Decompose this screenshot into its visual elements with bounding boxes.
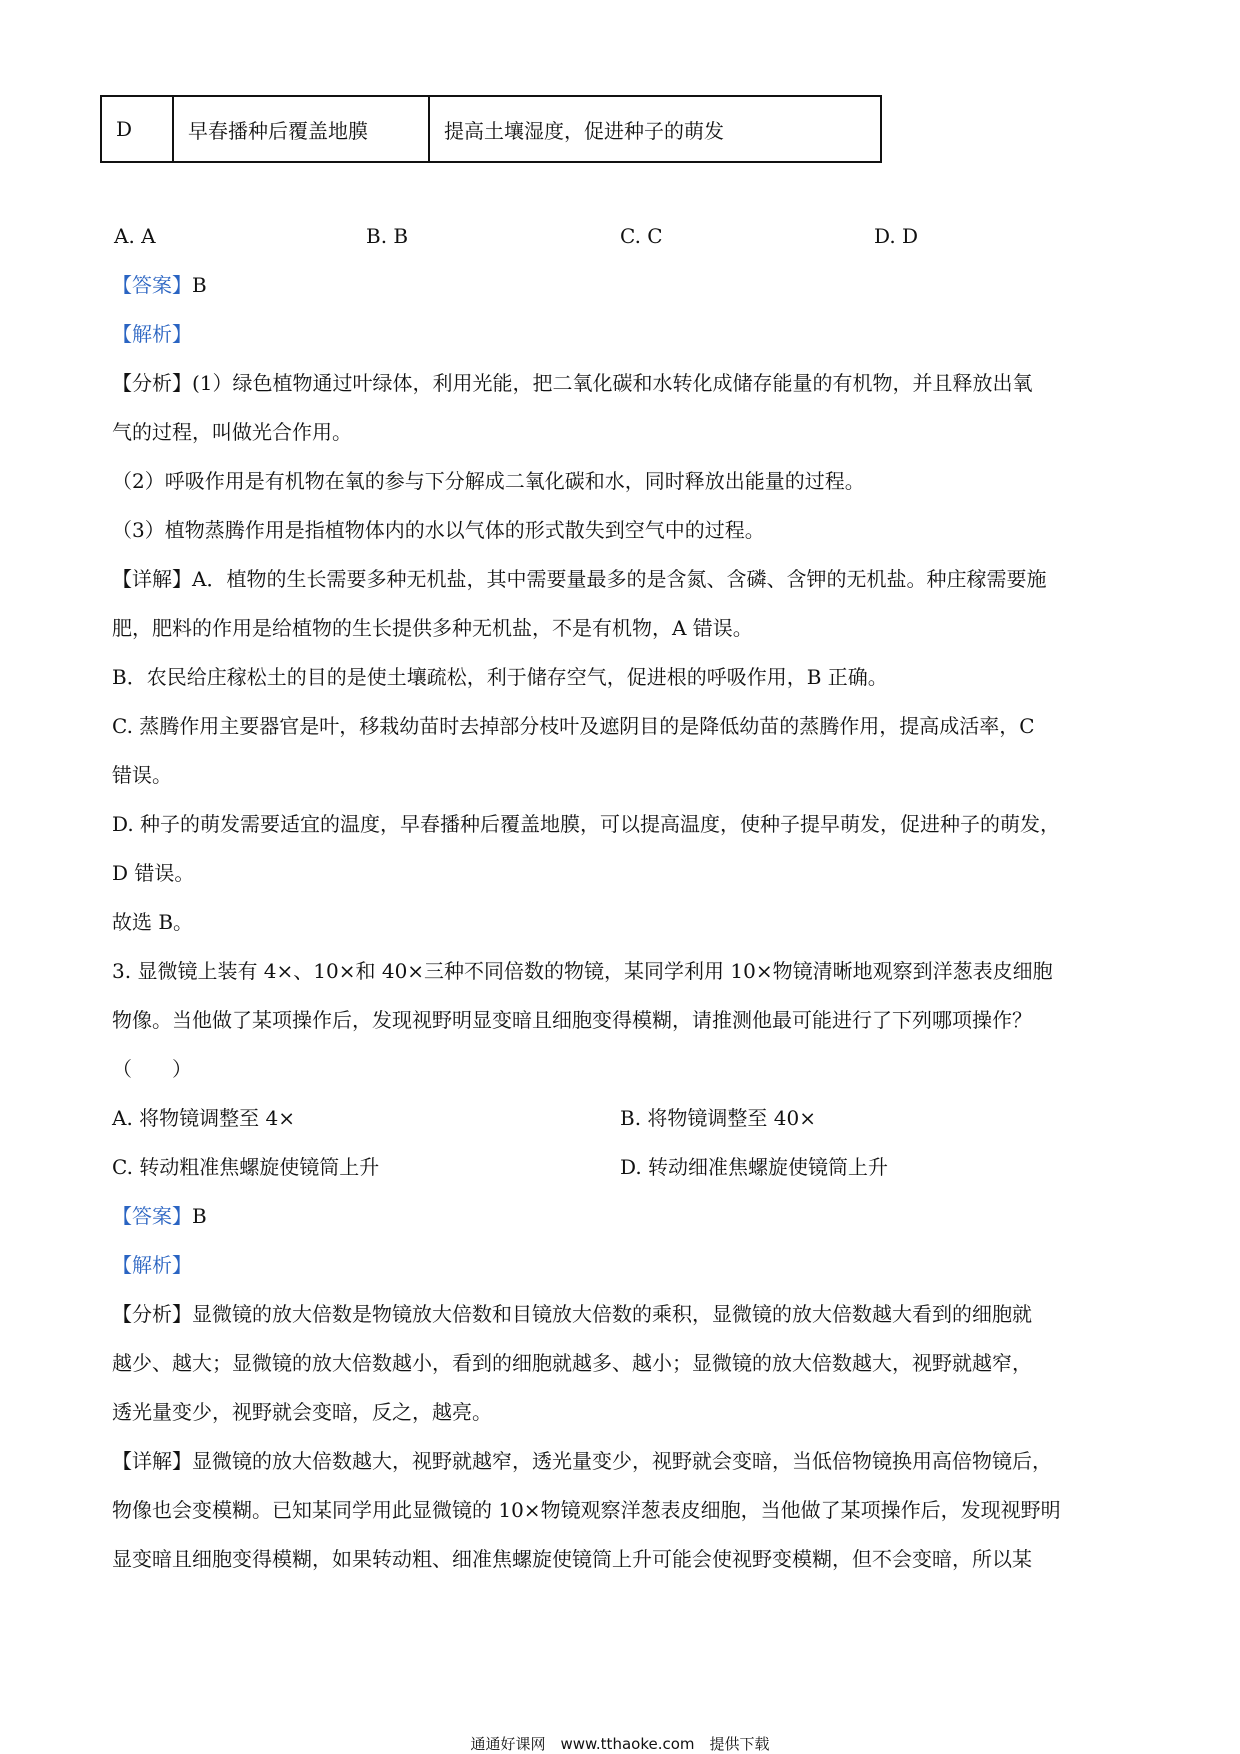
q2-answer (112, 272, 207, 298)
q2-line: 【分析】(1）绿色植物通过叶绿体，利用光能，把二氧化碳和水转化成储存能量的有机物，并且释放出氧 (112, 371, 1033, 395)
q2-line: 故选 B。 (112, 910, 194, 934)
answer-tag: 【答案】 (112, 1204, 192, 1228)
q2-line: D 错误。 (112, 861, 195, 885)
q3-option-c: C. 转动粗准焦螺旋使镜筒上升 (112, 1155, 380, 1179)
q3-line: 越少、越大；显微镜的放大倍数越小，看到的细胞就越多、越小；显微镜的放大倍数越大，视野就越窄， (112, 1351, 1032, 1375)
q3-line: 【分析】显微镜的放大倍数是物镜放大倍数和目镜放大倍数的乘积，显微镜的放大倍数越大看到的细胞就 (112, 1302, 1032, 1326)
q2-option-d: D. D (874, 224, 919, 248)
q3-line: 显变暗且细胞变得模糊，如果转动粗、细准焦螺旋使镜筒上升可能会使视野变模糊，但不会变暗，所以某 (112, 1547, 1032, 1571)
q3-option-d: D. 转动细准焦螺旋使镜筒上升 (620, 1155, 889, 1179)
answer-tag: 【答案】 (112, 273, 192, 297)
option-table (100, 95, 882, 163)
answer-value: B (192, 273, 207, 297)
q2-line: 【详解】A．植物的生长需要多种无机盐，其中需要量最多的是含氮、含磷、含钾的无机盐。种庄稼需要施 (112, 567, 1047, 591)
row-letter: D (101, 96, 173, 162)
q2-line: C. 蒸腾作用主要器官是叶，移栽幼苗时去掉部分枝叶及遮阴目的是降低幼苗的蒸腾作用，提高成活率，C (112, 714, 1035, 738)
row-purpose: 提高土壤湿度，促进种子的萌发 (429, 96, 881, 162)
answer-value: B (192, 1204, 207, 1228)
q3-stem-line: 物像。当他做了某项操作后，发现视野明显变暗且细胞变得模糊，请推测他最可能进行了下列哪项操作？ (112, 1008, 1032, 1032)
q2-line: （2）呼吸作用是有机物在氧的参与下分解成二氧化碳和水，同时释放出能量的过程。 (112, 469, 865, 493)
q2-line: （3）植物蒸腾作用是指植物体内的水以气体的形式散失到空气中的过程。 (112, 518, 765, 542)
q2-line: D. 种子的萌发需要适宜的温度，早春播种后覆盖地膜，可以提高温度，使种子提早萌发，促进种子的萌发， (112, 812, 1061, 836)
q3-line: 【详解】显微镜的放大倍数越大，视野就越窄，透光量变少，视野就会变暗，当低倍物镜换用高倍物镜后， (112, 1449, 1052, 1473)
q3-option-a: A. 将物镜调整至 4× (112, 1106, 295, 1130)
q2-option-c: C. C (620, 224, 663, 248)
q2-line: B．农民给庄稼松土的目的是使土壤疏松，利于储存空气，促进根的呼吸作用，B 正确。 (112, 665, 888, 689)
q2-line: 肥，肥料的作用是给植物的生长提供多种无机盐，不是有机物，A 错误。 (112, 616, 753, 640)
q2-line: 错误。 (112, 763, 172, 787)
q3-analysis-tag: 【解析】 (112, 1253, 192, 1277)
q3-option-b: B. 将物镜调整至 40× (620, 1106, 816, 1130)
q2-analysis-tag: 【解析】 (112, 322, 192, 346)
q3-line: 透光量变少，视野就会变暗，反之，越亮。 (112, 1400, 492, 1424)
q2-option-b: B. B (366, 224, 409, 248)
q3-line: 物像也会变模糊。已知某同学用此显微镜的 10×物镜观察洋葱表皮细胞，当他做了某项操作后，发现视野明 (112, 1498, 1061, 1522)
q3-stem-line: （ ） (112, 1057, 192, 1081)
page-footer: 通通好课网 www.tthaoke.com 提供下载 (470, 1735, 770, 1753)
q3-stem-line: 3. 显微镜上装有 4×、10×和 40×三种不同倍数的物镜，某同学利用 10×物镜清晰地观察到洋葱表皮细胞 (112, 959, 1053, 983)
row-measure: 早春播种后覆盖地膜 (173, 96, 429, 162)
table-row (101, 96, 881, 162)
q3-answer (112, 1203, 207, 1229)
q2-option-a: A. A (114, 224, 156, 248)
q2-line: 气的过程，叫做光合作用。 (112, 420, 352, 444)
